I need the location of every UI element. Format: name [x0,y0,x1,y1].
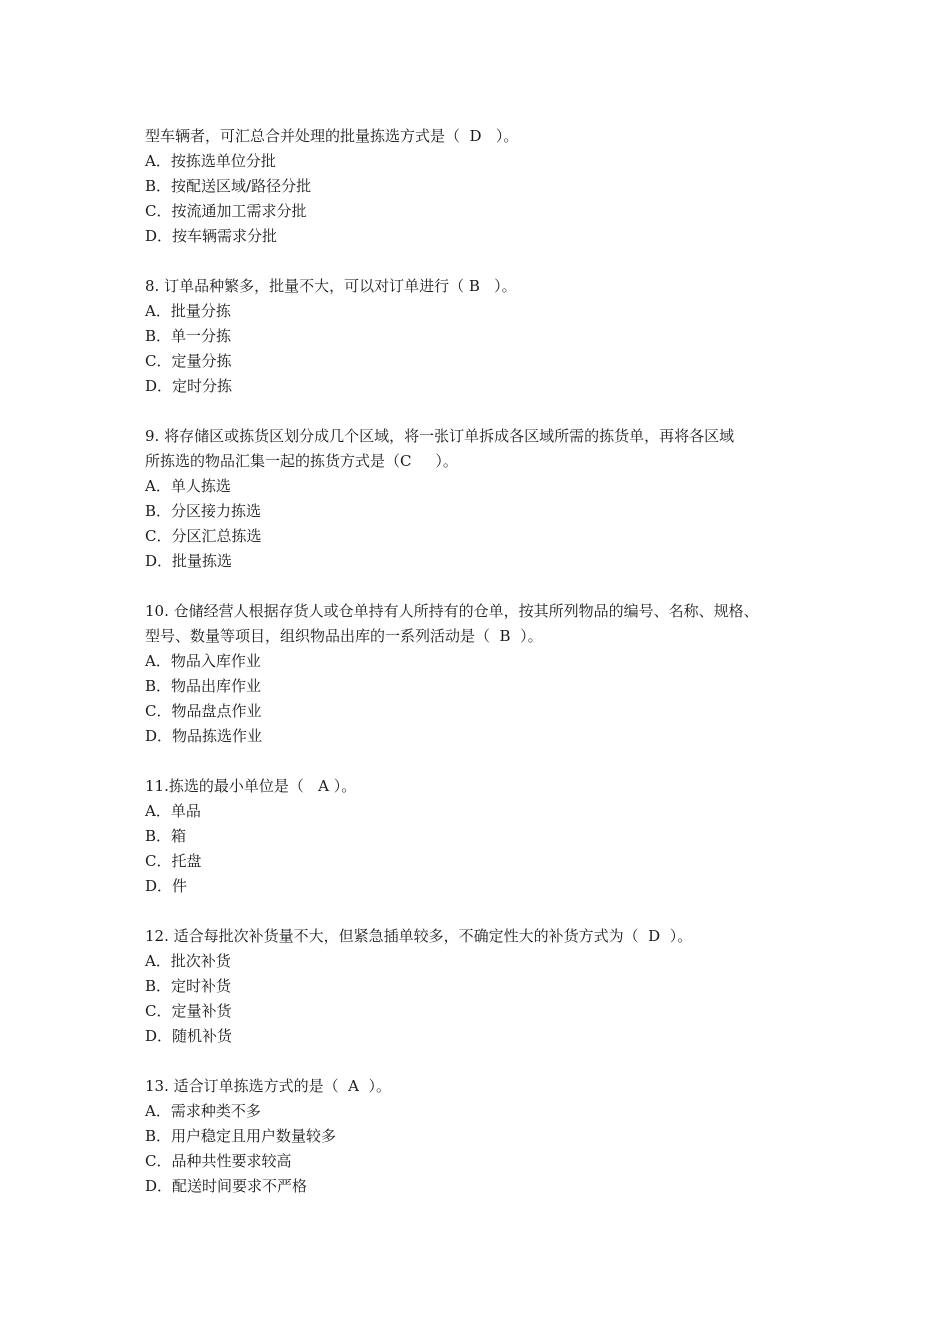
question-list [145,124,825,1199]
option-a: A．物品入库作业 [145,652,261,670]
spacer [145,399,825,424]
option-d: D．定时分拣 [145,377,233,395]
question-stem: 8. 订单品种繁多，批量不大，可以对订单进行（ B ）。 [145,277,517,295]
option-a: A．按拣选单位分批 [145,152,276,170]
spacer [145,749,825,774]
question-stem: 10. 仓储经营人根据存货人或仓单持有人所持有的仓单，按其所列物品的编号、名称、规格、 [145,602,759,620]
question-block [145,599,825,749]
spacer [145,249,825,274]
question-block [145,1074,825,1199]
option-d: D．批量拣选 [145,552,233,570]
option-d: D．随机补货 [145,1027,233,1045]
option-d: D．配送时间要求不严格 [145,1177,308,1195]
option-d: D．按车辆需求分批 [145,227,278,245]
option-b: B．物品出库作业 [145,677,262,695]
question-stem: 11.拣选的最小单位是（ A ）。 [145,777,357,795]
option-c: C．托盘 [145,852,202,870]
option-a: A．批量分拣 [145,302,231,320]
question-block [145,924,825,1049]
spacer [145,574,825,599]
option-b: B．分区接力拣选 [145,502,262,520]
option-b: B．箱 [145,827,187,845]
option-d: D．件 [145,877,188,895]
option-b: B．用户稳定且用户数量较多 [145,1127,337,1145]
option-a: A．单品 [145,802,201,820]
option-c: C．定量分拣 [145,352,232,370]
question-block [145,274,825,399]
option-c: C．按流通加工需求分批 [145,202,307,220]
option-d: D．物品拣选作业 [145,727,263,745]
option-b: B．单一分拣 [145,327,232,345]
question-block [145,424,825,574]
spacer [145,1049,825,1074]
option-c: C．品种共性要求较高 [145,1152,292,1170]
option-b: B．定时补货 [145,977,232,995]
option-a: A．单人拣选 [145,477,231,495]
question-stem-continued: 所拣选的物品汇集一起的拣货方式是（C ）。 [145,452,458,470]
option-a: A．需求种类不多 [145,1102,261,1120]
question-block [145,774,825,899]
option-a: A．批次补货 [145,952,231,970]
spacer [145,899,825,924]
question-stem: 型车辆者，可汇总合并处理的批量拣选方式是（ D ）。 [145,127,519,145]
option-c: C．物品盘点作业 [145,702,262,720]
question-stem: 12. 适合每批次补货量不大，但紧急插单较多，不确定性大的补货方式为（ D ）。 [145,927,693,945]
question-block [145,124,825,249]
question-stem-continued: 型号、数量等项目，组织物品出库的一系列活动是（ B ）。 [145,627,543,645]
question-stem: 9. 将存储区或拣货区划分成几个区域，将一张订单拆成各区域所需的拣货单，再将各区域 [145,427,735,445]
option-c: C．分区汇总拣选 [145,527,262,545]
option-b: B．按配送区域/路径分批 [145,177,312,195]
option-c: C．定量补货 [145,1002,232,1020]
question-stem: 13. 适合订单拣选方式的是（ A ）。 [145,1077,392,1095]
